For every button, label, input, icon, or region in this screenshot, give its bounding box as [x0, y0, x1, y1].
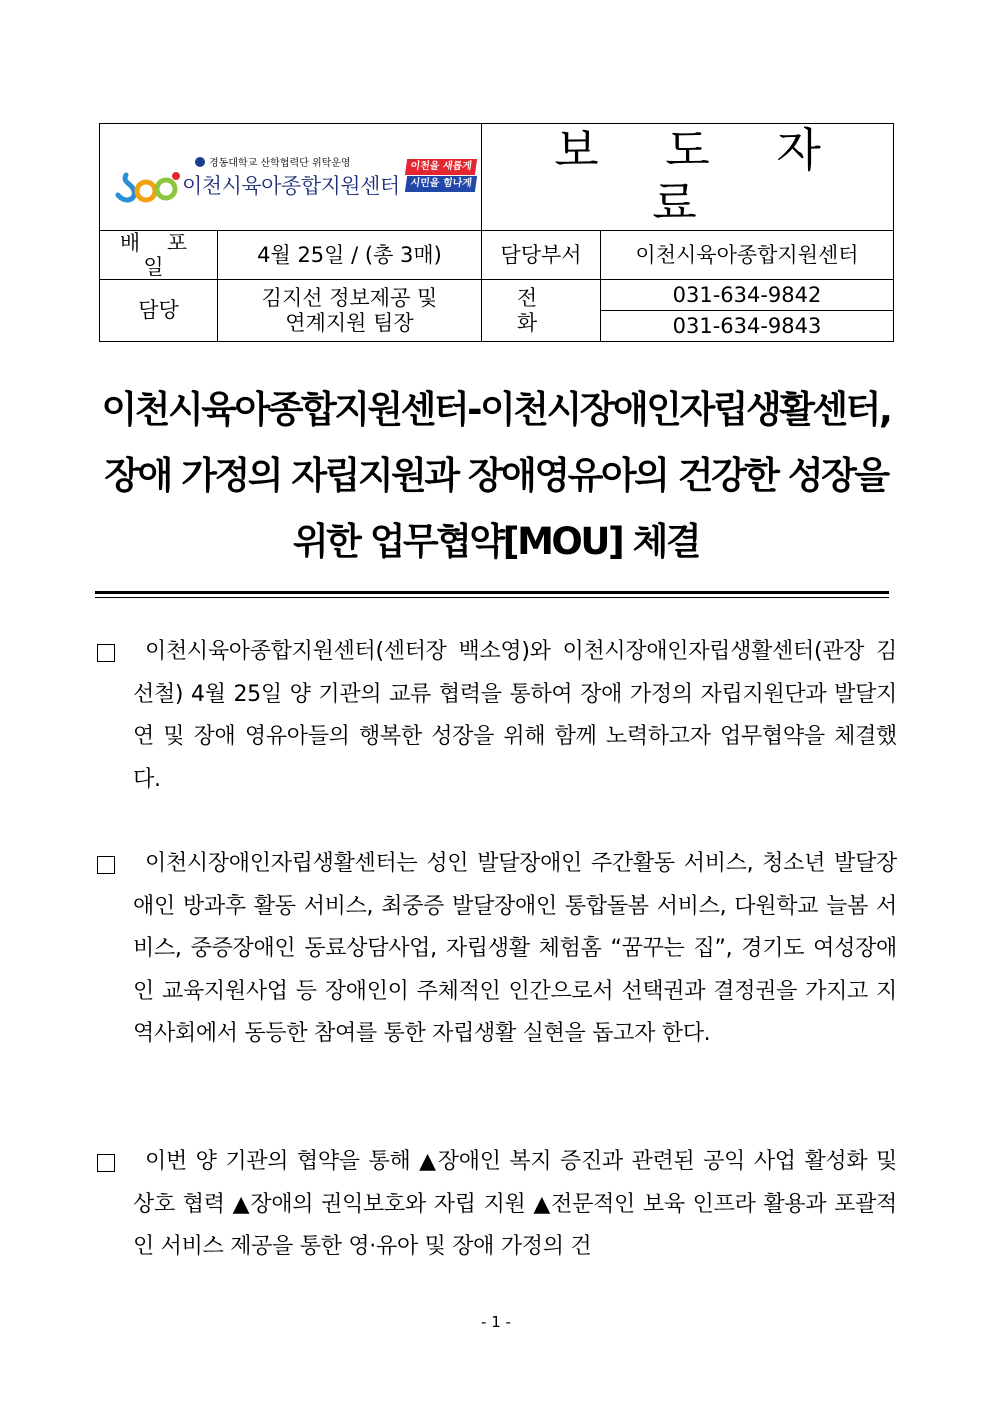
phone-number-2: 031-634-9843	[601, 311, 894, 342]
headline-divider-thick	[95, 591, 889, 594]
distribution-date-label: 배 포 일	[100, 230, 218, 279]
phone-number-1: 031-634-9842	[601, 280, 894, 311]
department-label: 담당부서	[482, 230, 601, 279]
headline-divider-thin	[95, 597, 889, 598]
logo-cell	[100, 124, 482, 231]
press-title: 보 도 자 료	[554, 123, 847, 230]
contact-person-value: 김지선 정보제공 및 연계지원 팀장	[218, 280, 482, 342]
paragraph-2: 이천시장애인자립생활센터는 성인 발달장애인 주간활동 서비스, 청소년 발달장애인 방과후 활동 서비스, 최중증 발달장애인 통합돌봄 서비스, 다원학교 늘봄 서비스, 중증장애인 동료상담사업, 자립생활 체험홈 “꿈꾸는 집”, 경기도 여성장애인 교육지원사업 등 장애인이 주체적인 인간으로서 선택권과 결정권을 가지고 지역사회에서 동등한 참여를 통한 자립생활 실현을 돕고자 한다.	[95, 843, 897, 1056]
checkbox-bullet-icon	[97, 1154, 115, 1172]
center-logo-icon	[114, 169, 184, 205]
checkbox-bullet-icon	[97, 856, 115, 874]
phone-label: 전 화	[482, 280, 601, 342]
headline-line-2: 장애 가정의 자립지원과 장애영유아의 건강한 성장을	[104, 454, 888, 497]
distribution-date-value: 4월 25일 / (총 3매)	[218, 230, 482, 279]
contact-person-label: 담당	[100, 280, 218, 342]
city-slogan-badge: 이천을 새롭게 시민을 힘나게	[406, 159, 476, 192]
press-info-table	[99, 123, 894, 342]
paragraph-1: 이천시육아종합지원센터(센터장 백소영)와 이천시장애인자립생활센터(관장 김선철) 4월 25일 양 기관의 교류 협력을 통하여 장애 가정의 자립지원단과 발달지연 및 장애 영유아들의 행복한 성장을 위해 함께 노력하고자 업무협약을 체결했다.	[95, 631, 897, 801]
checkbox-bullet-icon	[97, 644, 115, 662]
headline-line-3: 위한 업무협약[MOU] 체결	[292, 520, 700, 563]
logo-caption: 경동대학교 산학협력단 위탁운영	[195, 157, 351, 170]
headline	[80, 377, 912, 575]
page-number: - 1 -	[481, 1313, 511, 1331]
logo-name: 이천시육아종합지원센터	[182, 173, 400, 198]
headline-line-1: 이천시육아종합지원센터-이천시장애인자립생활센터,	[101, 388, 891, 431]
press-title-cell	[482, 124, 894, 231]
department-value: 이천시육아종합지원센터	[601, 230, 894, 279]
university-crest-icon	[195, 157, 205, 167]
paragraph-3: 이번 양 기관의 협약을 통해 ▲장애인 복지 증진과 관련된 공익 사업 활성화 및 상호 협력 ▲장애의 권익보호와 자립 지원 ▲전문적인 보육 인프라 활용과 포괄적인 서비스 제공을 통한 영·유아 및 장애 가정의 건	[95, 1141, 897, 1269]
